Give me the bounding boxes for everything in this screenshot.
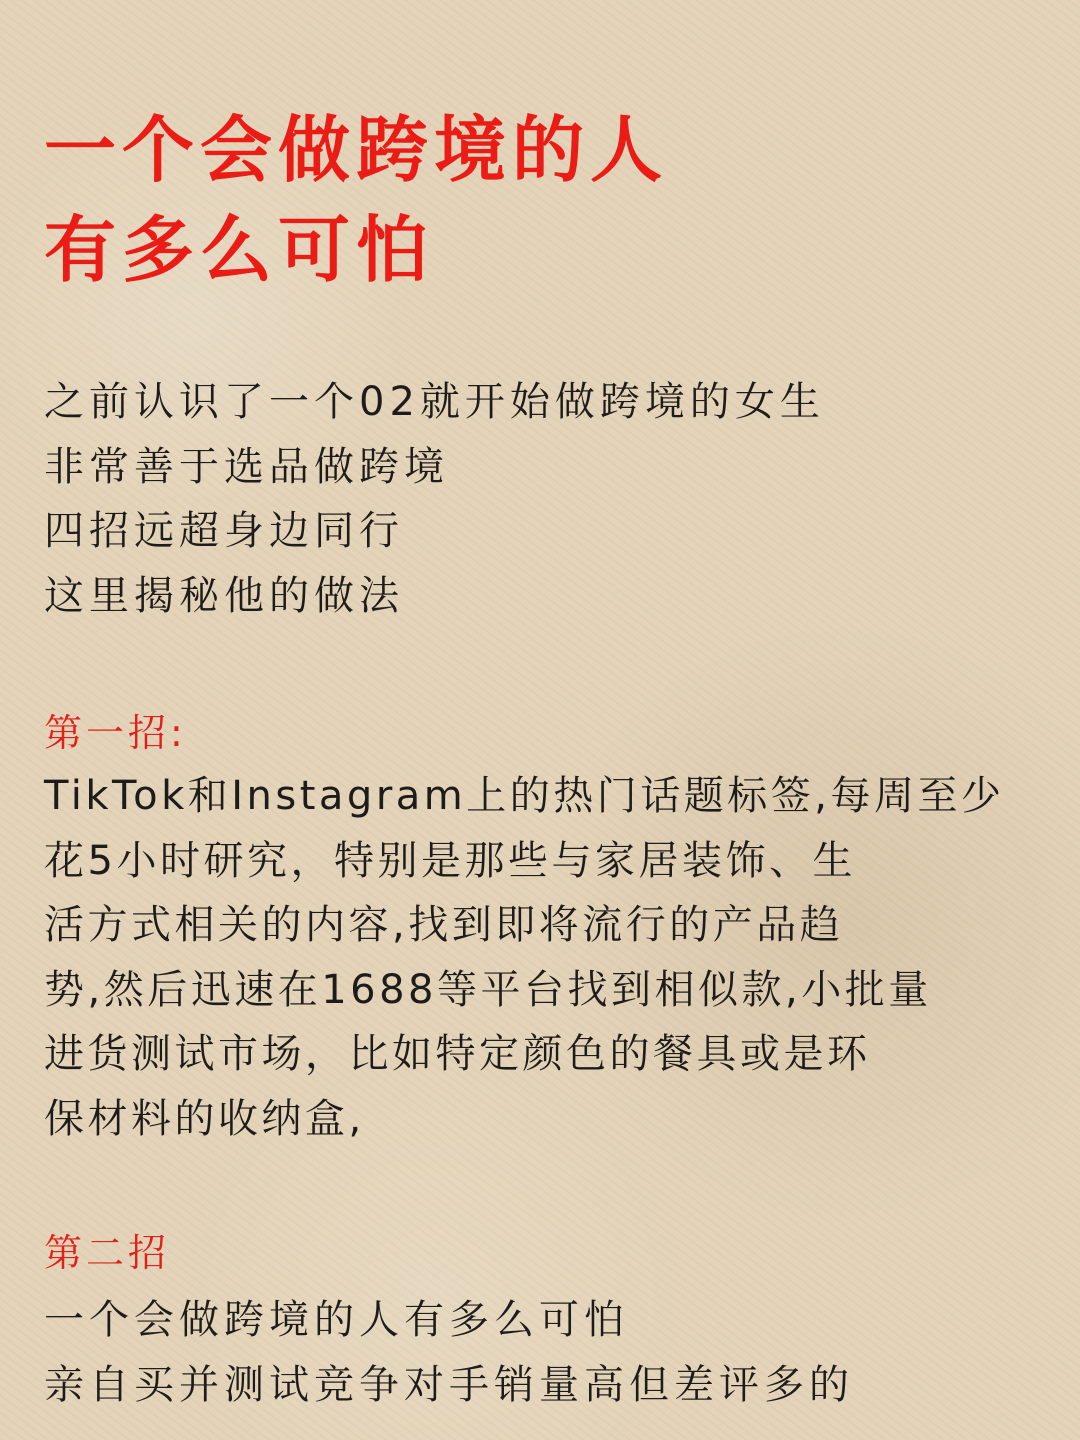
section-heading-tip-2: 第二招 <box>44 1231 171 1275</box>
body-line: 进货测试市场，比如特定颜色的餐具或是环 <box>44 1031 871 1077</box>
intro-line: 这里揭秘他的做法 <box>44 572 404 619</box>
intro-paragraph <box>44 370 825 628</box>
body-line: 势,然后迅速在1688等平台找到相似款,小批量 <box>44 966 932 1013</box>
section-body-tip-1 <box>44 764 1044 1151</box>
page-title <box>44 100 668 300</box>
intro-line: 非常善于选品做跨境 <box>44 443 449 490</box>
section-body-tip-2 <box>44 1288 854 1417</box>
body-line: TikTok和Instagram上的热门话题标签,每周至少 <box>44 773 1005 819</box>
body-line: 保材料的收纳盒, <box>44 1095 365 1142</box>
body-line: 亲自买并测试竞争对手销量高但差评多的 <box>44 1361 854 1408</box>
body-line: 活方式相关的内容,找到即将流行的产品趋 <box>44 902 844 948</box>
intro-line: 之前认识了一个02就开始做跨境的女生 <box>44 379 825 425</box>
section-heading-tip-1: 第一招: <box>44 711 187 755</box>
title-line-2: 有多么可怕 <box>44 208 435 292</box>
title-line-1: 一个会做跨境的人 <box>44 108 669 192</box>
intro-line: 四招远超身边同行 <box>44 508 404 554</box>
body-line: 一个会做跨境的人有多么可怕 <box>44 1297 629 1343</box>
body-line: 花5小时研究，特别是那些与家居装饰、生 <box>44 837 856 884</box>
